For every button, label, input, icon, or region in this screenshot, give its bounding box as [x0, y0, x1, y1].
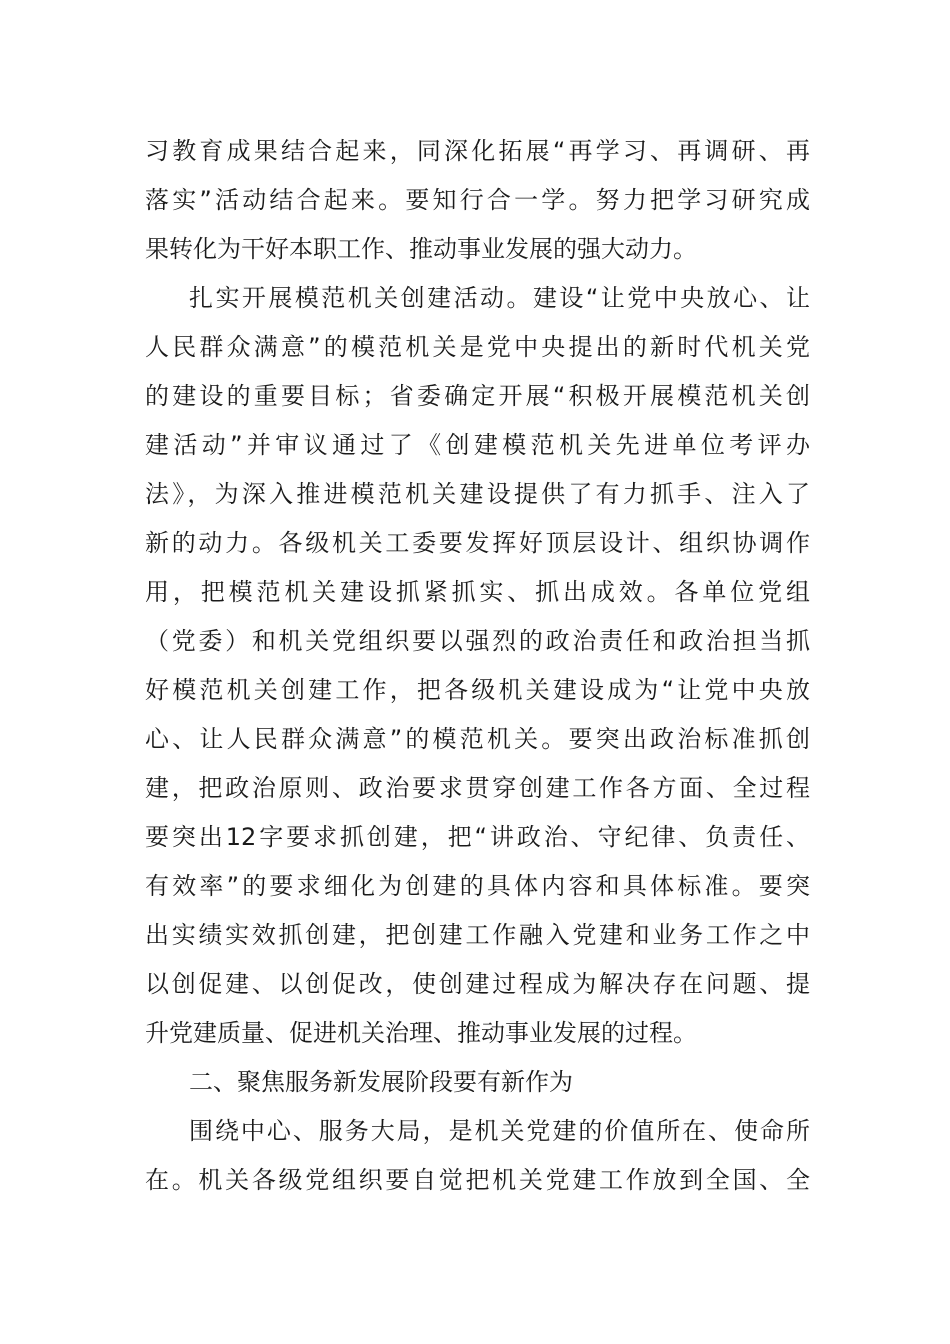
text-line: 有效率”的要求细化为创建的具体内容和具体标准。要突: [145, 872, 810, 900]
text-line: 建活动”并审议通过了《创建模范机关先进单位考评办: [145, 431, 810, 459]
text-line: 果转化为干好本职工作、推动事业发展的强大动力。: [145, 235, 697, 263]
text-line: 在。机关各级党组织要自觉把机关党建工作放到全国、全: [145, 1166, 810, 1194]
text-line: 的建设的重要目标；省委确定开展“积极开展模范机关创: [145, 382, 810, 410]
paragraph-first-line: 围绕中心、服务大局，是机关党建的价值所在、使命所: [189, 1117, 810, 1145]
text-line: 好模范机关创建工作，把各级机关建设成为“让党中央放: [145, 676, 810, 704]
text-line: 心、让人民群众满意”的模范机关。要突出政治标准抓创: [145, 725, 810, 753]
text-line: 建，把政治原则、政治要求贯穿创建工作各方面、全过程: [145, 774, 810, 802]
text-line: 以创促建、以创促改，使创建过程成为解决存在问题、提: [145, 970, 810, 998]
text-line: 用，把模范机关建设抓紧抓实、抓出成效。各单位党组: [145, 578, 810, 606]
section-heading: 二、聚焦服务新发展阶段要有新作为: [189, 1068, 573, 1096]
text-line: 人民群众满意”的模范机关是党中央提出的新时代机关党: [145, 333, 810, 361]
text-line: 习教育成果结合起来，同深化拓展“再学习、再调研、再: [145, 137, 810, 165]
text-line: 法》，为深入推进模范机关建设提供了有力抓手、注入了: [145, 480, 810, 508]
text-line: 落实”活动结合起来。要知行合一学。努力把学习研究成: [145, 186, 810, 214]
text-line: （党委）和机关党组织要以强烈的政治责任和政治担当抓: [145, 627, 810, 655]
document-body: [145, 127, 810, 1205]
text-line: 升党建质量、促进机关治理、推动事业发展的过程。: [145, 1019, 697, 1047]
text-line: 要突出12字要求抓创建，把“讲政治、守纪律、负责任、: [145, 823, 810, 851]
text-line: 出实绩实效抓创建，把创建工作融入党建和业务工作之中: [145, 921, 810, 949]
text-line: 新的动力。各级机关工委要发挥好顶层设计、组织协调作: [145, 529, 810, 557]
paragraph-first-line: 扎实开展模范机关创建活动。建设“让党中央放心、让: [189, 284, 810, 312]
